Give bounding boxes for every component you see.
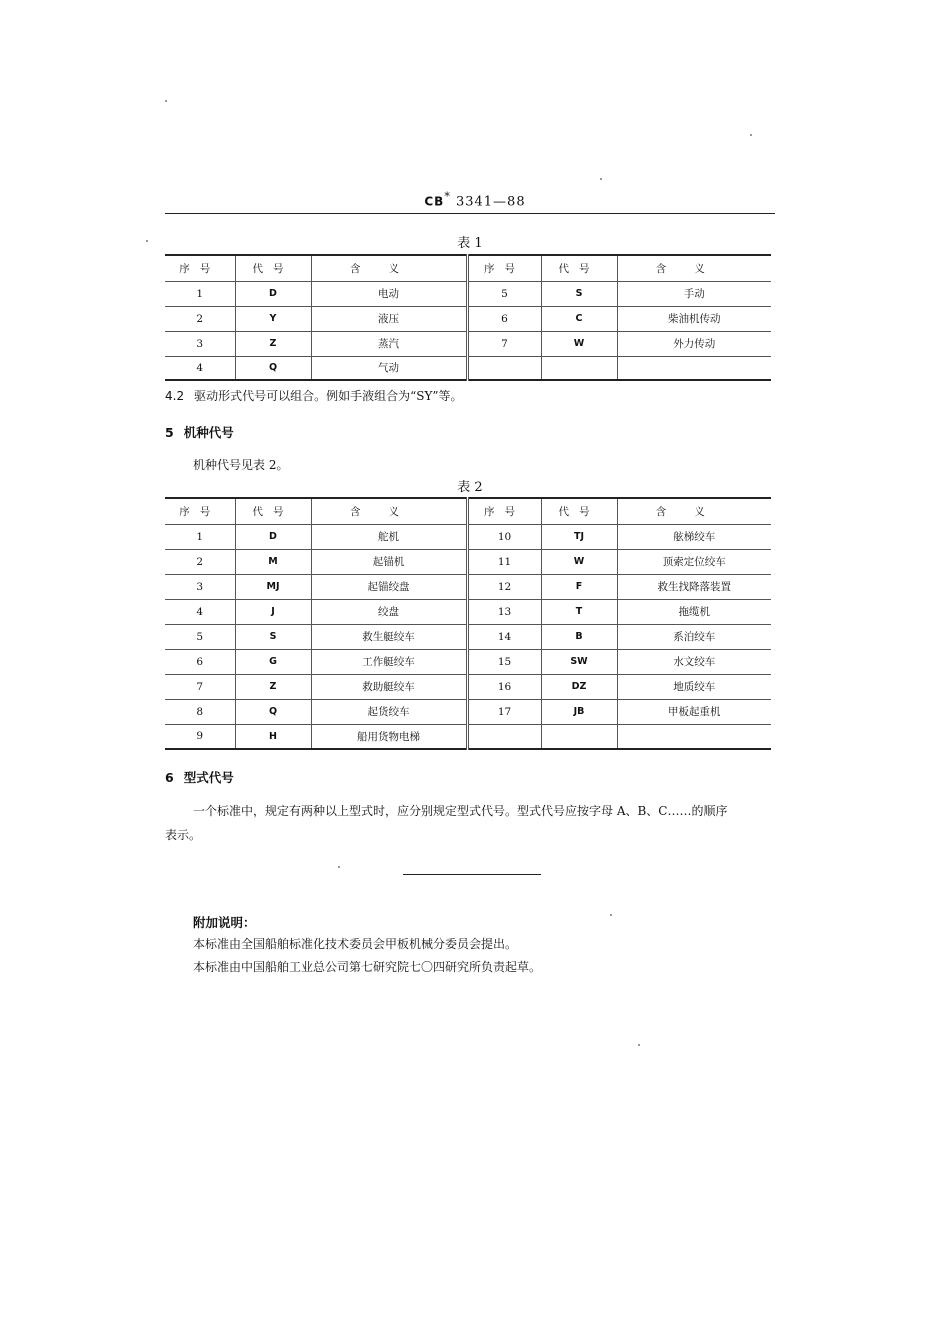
appendix-line-1: 本标准由全国船舶标准化技术委员会甲板机械分委员会提出。: [193, 937, 518, 951]
cell-seq: 12: [467, 574, 541, 599]
cell-code: Y: [235, 306, 311, 331]
cell-meaning: 水文绞车: [617, 649, 771, 674]
table2-caption: 表 2: [457, 480, 483, 495]
cell-code: TJ: [541, 524, 617, 549]
header-code: 代号: [541, 498, 617, 524]
cell-meaning: 电动: [311, 281, 467, 306]
section-6-heading: [165, 768, 234, 786]
cell-code: H: [235, 724, 311, 749]
standard-number: 3341—88: [455, 194, 526, 210]
cell-seq: 3: [165, 331, 235, 356]
section-title: 型式代号: [183, 770, 234, 785]
cell-meaning: 柴油机传动: [617, 306, 771, 331]
table-row: [165, 281, 771, 306]
header-rule: [165, 213, 775, 214]
cell-code: W: [541, 331, 617, 356]
cell-seq: 5: [467, 281, 541, 306]
cell-seq: 1: [165, 524, 235, 549]
cell-meaning: [617, 356, 771, 380]
table-row: [165, 331, 771, 356]
cell-seq: 7: [165, 674, 235, 699]
cell-meaning: 地质绞车: [617, 674, 771, 699]
header-code: 代号: [235, 255, 311, 281]
cell-seq: 17: [467, 699, 541, 724]
cell-seq: 13: [467, 599, 541, 624]
table-row: [165, 649, 771, 674]
paragraph-number: 4.2: [165, 389, 185, 403]
cell-code: F: [541, 574, 617, 599]
cell-code: SW: [541, 649, 617, 674]
paragraph-4-2: [165, 387, 463, 404]
cell-meaning: 外力传动: [617, 331, 771, 356]
cell-seq: 3: [165, 574, 235, 599]
cell-meaning: 起锚绞盘: [311, 574, 467, 599]
scan-speck: [610, 914, 612, 916]
table-row: [165, 549, 771, 574]
header-seq: 序号: [467, 255, 541, 281]
cell-code: J: [235, 599, 311, 624]
cell-meaning: 蒸汽: [311, 331, 467, 356]
cell-meaning: 起货绞车: [311, 699, 467, 724]
cell-seq: 2: [165, 306, 235, 331]
table-row: [165, 356, 771, 380]
scan-speck: [750, 134, 752, 136]
section-number: 6: [165, 770, 174, 785]
cell-seq: 4: [165, 599, 235, 624]
cell-meaning: 顶索定位绞车: [617, 549, 771, 574]
header-code: 代号: [541, 255, 617, 281]
cell-seq: [467, 356, 541, 380]
cell-meaning: 船用货物电梯: [311, 724, 467, 749]
standard-star: *: [444, 190, 451, 203]
header-seq: 序号: [165, 498, 235, 524]
cell-code: B: [541, 624, 617, 649]
cell-seq: 14: [467, 624, 541, 649]
appendix-title: 附加说明：: [193, 915, 256, 930]
cell-seq: 10: [467, 524, 541, 549]
cell-meaning: 救生艇绞车: [311, 624, 467, 649]
cell-code: DZ: [541, 674, 617, 699]
end-rule: [403, 874, 541, 875]
table-row: [165, 724, 771, 749]
cell-code: S: [541, 281, 617, 306]
standard-prefix: CB: [424, 194, 445, 209]
section-title: 机种代号: [183, 425, 234, 440]
cell-seq: 8: [165, 699, 235, 724]
cell-code: JB: [541, 699, 617, 724]
header-meaning: 含义: [617, 498, 771, 524]
scan-speck: [146, 240, 148, 242]
cell-meaning: 工作艇绞车: [311, 649, 467, 674]
cell-meaning: 起锚机: [311, 549, 467, 574]
cell-code: Z: [235, 331, 311, 356]
cell-code: D: [235, 524, 311, 549]
cell-code: C: [541, 306, 617, 331]
table-row: [165, 599, 771, 624]
table1-header-row: [165, 255, 771, 281]
table2: [165, 497, 771, 750]
scan-speck: [600, 178, 602, 180]
cell-seq: 5: [165, 624, 235, 649]
cell-seq: 7: [467, 331, 541, 356]
cell-seq: 11: [467, 549, 541, 574]
table-row: [165, 674, 771, 699]
cell-code: T: [541, 599, 617, 624]
header-code: 代号: [235, 498, 311, 524]
cell-meaning: 系泊绞车: [617, 624, 771, 649]
table-row: [165, 306, 771, 331]
cell-meaning: 救助艇绞车: [311, 674, 467, 699]
section-5-intro: 机种代号见表 2。: [193, 458, 289, 472]
cell-seq: [467, 724, 541, 749]
section-6-line-1: 一个标准中，规定有两种以上型式时，应分别规定型式代号。型式代号应按字母 A、B、C……的顺序: [193, 804, 728, 818]
cell-seq: 2: [165, 549, 235, 574]
table1-caption: 表 1: [457, 236, 483, 251]
header-meaning: 含义: [617, 255, 771, 281]
cell-code: [541, 724, 617, 749]
cell-code: G: [235, 649, 311, 674]
header-seq: 序号: [467, 498, 541, 524]
cell-meaning: 舵机: [311, 524, 467, 549]
table-row: [165, 524, 771, 549]
header-seq: 序号: [165, 255, 235, 281]
cell-meaning: 救生找降落装置: [617, 574, 771, 599]
cell-code: S: [235, 624, 311, 649]
scan-speck: [165, 100, 167, 102]
table-row: [165, 699, 771, 724]
scan-speck: [638, 1044, 640, 1046]
cell-seq: 4: [165, 356, 235, 380]
cell-seq: 6: [467, 306, 541, 331]
table-row: [165, 624, 771, 649]
cell-code: D: [235, 281, 311, 306]
cell-code: Q: [235, 699, 311, 724]
cell-meaning: 甲板起重机: [617, 699, 771, 724]
cell-code: Z: [235, 674, 311, 699]
cell-seq: 15: [467, 649, 541, 674]
cell-meaning: 拖缆机: [617, 599, 771, 624]
table1: [165, 254, 771, 381]
cell-seq: 6: [165, 649, 235, 674]
cell-meaning: [617, 724, 771, 749]
section-number: 5: [165, 425, 174, 440]
cell-code: M: [235, 549, 311, 574]
cell-seq: 16: [467, 674, 541, 699]
cell-code: Q: [235, 356, 311, 380]
cell-seq: 1: [165, 281, 235, 306]
cell-meaning: 绞盘: [311, 599, 467, 624]
section-6-line-2: 表示。: [165, 828, 202, 842]
cell-meaning: 气动: [311, 356, 467, 380]
cell-code: MJ: [235, 574, 311, 599]
standard-code: [0, 190, 950, 209]
cell-meaning: 舷梯绞车: [617, 524, 771, 549]
appendix-line-2: 本标准由中国船舶工业总公司第七研究院七〇四研究所负责起草。: [193, 960, 542, 974]
section-5-heading: [165, 423, 234, 441]
table-row: [165, 574, 771, 599]
cell-code: [541, 356, 617, 380]
cell-meaning: 手动: [617, 281, 771, 306]
header-meaning: 含义: [311, 498, 467, 524]
scan-speck: [338, 866, 340, 868]
cell-seq: 9: [165, 724, 235, 749]
paragraph-text: 驱动形式代号可以组合。例如手液组合为“SY”等。: [194, 389, 463, 403]
header-meaning: 含义: [311, 255, 467, 281]
table2-header-row: [165, 498, 771, 524]
cell-meaning: 液压: [311, 306, 467, 331]
cell-code: W: [541, 549, 617, 574]
